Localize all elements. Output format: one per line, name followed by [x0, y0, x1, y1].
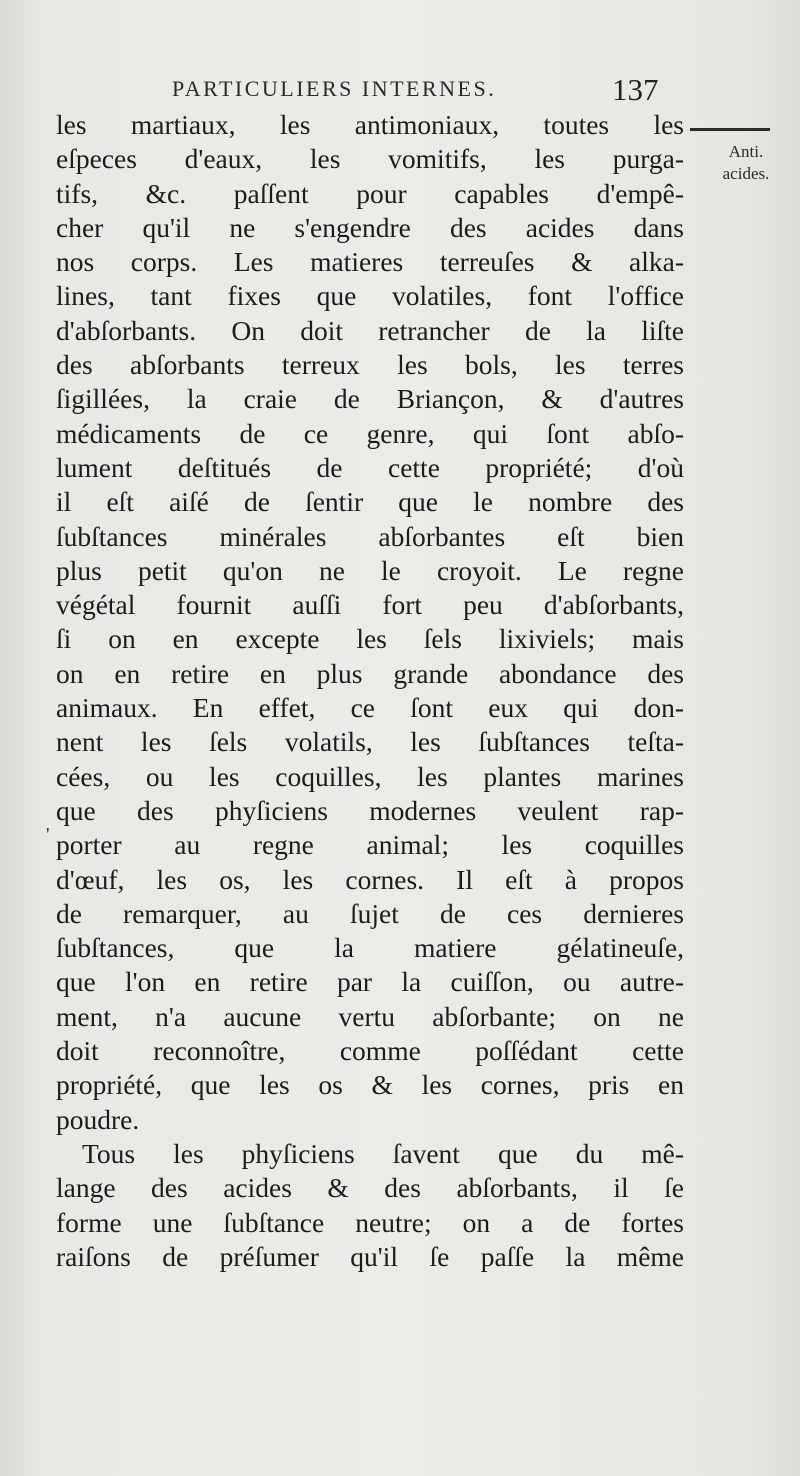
- text-line: il eſt aiſé de ſentir que le nombre des: [56, 486, 684, 518]
- text-line: lument deſtitués de cette propriété; d'où: [56, 451, 684, 483]
- text-line: eſpeces d'eaux, les vomitifs, les purga-: [56, 143, 684, 175]
- text-line: les martiaux, les antimoniaux, toutes les: [56, 109, 684, 140]
- text-line: cées, ou les coquilles, les plantes marines: [56, 760, 684, 792]
- body-text: [56, 108, 684, 1274]
- margin-note: [700, 141, 792, 185]
- text-line: Tous les phyſiciens ſavent que du mê-: [82, 1137, 684, 1169]
- text-line: ſi on en excepte les ſels lixiviels; mais: [56, 623, 684, 655]
- page-header: [0, 70, 800, 112]
- text-line: forme une ſubſtance neutre; on a de fortes: [56, 1206, 684, 1238]
- text-line: cher qu'il ne s'engendre des acides dans: [56, 211, 684, 243]
- text-line: nent les ſels volatils, les ſubſtances teſta-: [56, 726, 684, 758]
- text-line: ſubſtances, que la matiere gélatineuſe,: [56, 932, 684, 964]
- text-line: ſigillées, la craie de Briançon, & d'autres: [56, 383, 684, 415]
- margin-rule: [690, 128, 770, 131]
- text-line: raiſons de préſumer qu'il ſe paſſe la même: [56, 1240, 684, 1272]
- text-line: poudre.: [56, 1103, 140, 1135]
- running-title: PARTICULIERS INTERNES.: [172, 76, 497, 101]
- text-line: médicaments de ce genre, qui ſont abſo-: [56, 417, 684, 449]
- stray-mark: ': [46, 824, 50, 846]
- text-line: tifs, &c. paſſent pour capables d'empê-: [56, 177, 684, 209]
- text-line: nos corps. Les matieres terreuſes & alka-: [56, 246, 684, 278]
- text-line: végétal fournit auſſi fort peu d'abſorbants,: [56, 589, 684, 621]
- text-line: lange des acides & des abſorbants, il ſe: [56, 1172, 684, 1204]
- paragraph-1: [56, 108, 684, 1137]
- text-line: d'abſorbants. On doit retrancher de la liſte: [56, 314, 684, 346]
- text-line: que des phyſiciens modernes veulent rap-: [56, 794, 684, 826]
- text-line: animaux. En effet, ce ſont eux qui don-: [56, 692, 684, 724]
- text-line: porter au regne animal; les coquilles: [56, 829, 684, 861]
- text-line: de remarquer, au ſujet de ces dernieres: [56, 897, 684, 929]
- page-number: 137: [612, 72, 659, 107]
- text-line: ſubſtances minérales abſorbantes eſt bien: [56, 520, 684, 552]
- paragraph-2: [56, 1137, 684, 1274]
- text-line: doit reconnoître, comme poſſédant cette: [56, 1035, 684, 1067]
- text-line: propriété, que les os & les cornes, pris en: [56, 1069, 684, 1101]
- margin-note-line-1: Anti.: [728, 142, 764, 161]
- margin-note-line-2: acides.: [722, 164, 770, 183]
- text-line: on en retire en plus grande abondance des: [56, 657, 684, 689]
- text-line: que l'on en retire par la cuiſſon, ou autre-: [56, 966, 684, 998]
- text-line: ment, n'a aucune vertu abſorbante; on ne: [56, 1000, 684, 1032]
- text-line: plus petit qu'on ne le croyoit. Le regne: [56, 554, 684, 586]
- text-line: d'œuf, les os, les cornes. Il eſt à propos: [56, 863, 684, 895]
- text-line: des abſorbants terreux les bols, les terres: [56, 349, 684, 381]
- text-line: lines, tant fixes que volatiles, font l'office: [56, 280, 684, 312]
